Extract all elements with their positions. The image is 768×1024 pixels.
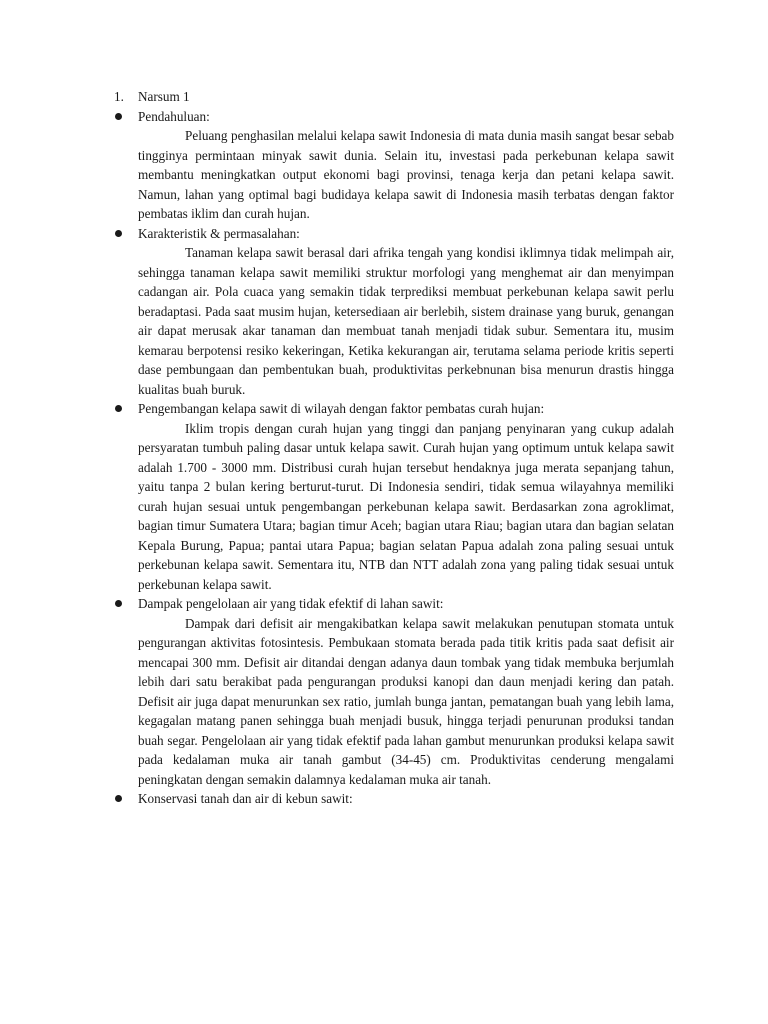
bullet-icon bbox=[115, 795, 122, 802]
bullet-section-konservasi bbox=[114, 789, 674, 809]
section-heading: Dampak pengelolaan air yang tidak efektif di lahan sawit: bbox=[138, 596, 444, 611]
numbered-item-narsum bbox=[114, 87, 674, 107]
bullet-icon bbox=[115, 405, 122, 412]
bullet-section-dampak bbox=[114, 594, 674, 789]
document-content bbox=[114, 87, 674, 809]
item-number: 1. bbox=[114, 89, 124, 104]
bullet-icon bbox=[115, 600, 122, 607]
section-paragraph: Tanaman kelapa sawit berasal dari afrika tengah yang kondisi iklimnya tidak melimpah air, sehingga tanaman kelapa sawit memiliki struktur morfologi yang menghemat air dan menyimpan cadangan air. Pola cuaca yang semakin tidak terprediksi membuat perkebunan kelapa sawit perlu beradaptasi. Pada saat musim hujan, ketersediaan air berlebih, sistem drainase yang buruk, genangan air dapat merusak akar tanaman dan membuat tanah menjadi tidak subur. Sementara itu, musim kemarau berpotensi resiko kekeringan, Ketika kekurangan air, terutama selama periode kritis seperti dase pembungaan dan pembentukan buah, produktivitas perkebnunan bisa menurun drastis hingga kualitas buah buruk. bbox=[138, 245, 674, 397]
bullet-icon bbox=[115, 113, 122, 120]
section-heading: Karakteristik & permasalahan: bbox=[138, 225, 300, 241]
section-paragraph: Iklim tropis dengan curah hujan yang tinggi dan panjang penyinaran yang cukup adalah persyaratan tumbuh paling dasar untuk kelapa sawit. Curah hujan yang optimum untuk kelapa sawit adalah 1.700 - 3000 mm. Distribusi curah hujan tersebut hendaknya juga merata sepanjang tahun, yaitu tanpa 2 bulan kering berturut-turut. Di Indonesia sendiri, tidak semua wilayahnya memiliki curah hujan sesuai untuk pengembangan perkebunan kelapa sawit. Berdasarkan zona agroklimat, bagian timur Sumatera Utara; bagian timur Aceh; bagian utara Riau; bagian utara dan bagian selatan Kepala Burung, Papua; pantai utara Papua; bagian selatan Papua adalah zona paling sesuai untuk perkebunan kelapa sawit. Sementara itu, NTB dan NTT adalah zona yang paling tidak sesuai untuk perkebunan kelapa sawit. bbox=[138, 420, 674, 592]
section-paragraph: Peluang penghasilan melalui kelapa sawit Indonesia di mata dunia masih sangat besar sebab tingginya permintaan minyak sawit dunia. Selain itu, investasi pada perkebunan kelapa sawit membantu meningkatkan output ekonomi bagi provinsi, tenaga kerja dan petani kelapa sawit. Namun, lahan yang optimal bagi budidaya kelapa sawit di Indonesia masih terbatas dengan faktor pembatas iklim dan curah hujan. bbox=[138, 128, 674, 221]
bullet-section-pendahuluan bbox=[114, 107, 674, 224]
item-title: Narsum 1 bbox=[138, 89, 190, 104]
bullet-icon bbox=[115, 230, 122, 237]
section-heading: Pengembangan kelapa sawit di wilayah dengan faktor pembatas curah hujan: bbox=[138, 401, 545, 416]
bullet-section-karakteristik bbox=[114, 224, 674, 400]
section-paragraph: Dampak dari defisit air mengakibatkan kelapa sawit melakukan penutupan stomata untuk pengurangan aktivitas fotosintesis. Pembukaan stomata berada pada titik kritis pada saat defisit air mencapai 300 mm. Defisit air ditandai dengan adanya daun tombak yang tidak membuka berjumlah lebih dari satu berakibat pada pengurangan produksi kanopi dan daun menjadi kering dan patah. Defisit air juga dapat menurunkan sex ratio, jumlah bunga jantan, pematangan buah yang lebih lama, kegagalan matang panen sehingga buah menjadi busuk, hingga terjadi penurunan produksi tandan buah segar. Pengelolaan air yang tidak efektif pada lahan gambut menurunkan produksi kelapa sawit pada kedalaman muka air tanah gambut (34-45) cm. Produktivitas cenderung mengalami peningkatan dengan semakin dalamnya kedalaman muka air tanah. bbox=[138, 615, 674, 787]
bullet-section-pengembangan bbox=[114, 399, 674, 594]
section-heading: Pendahuluan: bbox=[138, 108, 210, 124]
section-heading: Konservasi tanah dan air di kebun sawit: bbox=[138, 791, 353, 806]
